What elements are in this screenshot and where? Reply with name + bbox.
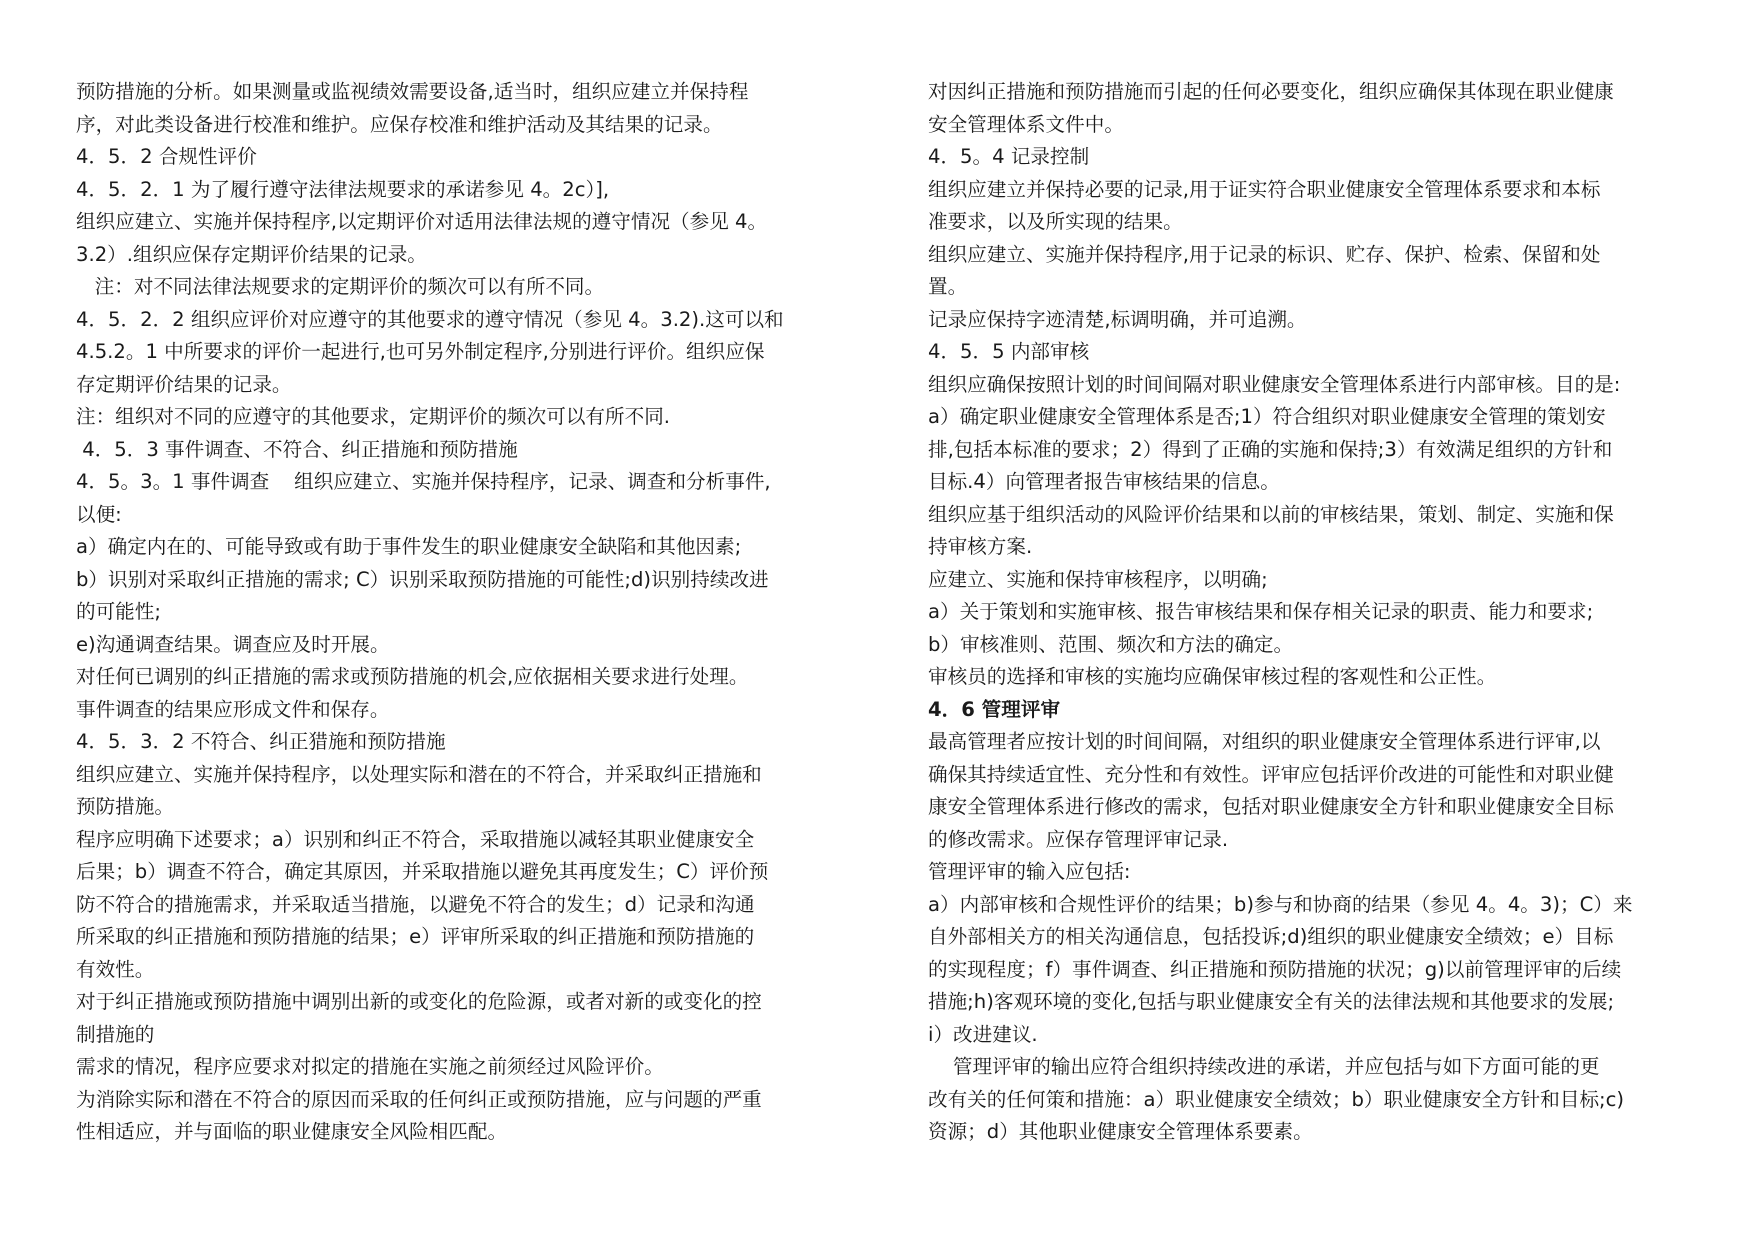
text-line: 4．5。3。1 事件调查 组织应建立、实施并保持程序，记录、调查和分析事件,	[76, 470, 771, 493]
text-line: 防不符合的措施需求，并采取适当措施，以避免不符合的发生；d）记录和沟通	[76, 892, 755, 916]
text-line: 应建立、实施和保持审核程序，以明确;	[928, 567, 1268, 591]
section-heading: 4．5。4 记录控制	[928, 145, 1090, 168]
list-item: a）关于策划和实施审核、报告审核结果和保存相关记录的职责、能力和要求;	[928, 600, 1594, 623]
text-line: 的可能性;	[76, 600, 161, 623]
list-item: b）审核准则、范围、频次和方法的确定。	[928, 632, 1294, 656]
section-heading: 4．6 管理评审	[928, 697, 1061, 721]
text-line: 4．5．2．2 组织应评价对应遵守的其他要求的遵守情况（参见 4。3.2).这可以和	[76, 307, 784, 331]
text-line: 组织应建立、实施并保持程序,以定期评价对适用法律法规的遵守情况（参见 4。	[76, 210, 768, 233]
list-item: a）内部审核和合规性评价的结果；b)参与和协商的结果（参见 4。4。3)；C）来	[928, 892, 1633, 916]
text-line: 制措施的	[76, 1022, 155, 1046]
section-heading: 4．5．3 事件调查、不符合、纠正措施和预防措施	[76, 437, 518, 461]
text-line: 改有关的任何策和措施：a）职业健康安全绩效；b）职业健康安全方针和目标;c)	[928, 1087, 1625, 1111]
note-line: 注：对不同法律法规要求的定期评价的频次可以有所不同。	[76, 275, 605, 298]
text-line: 置。	[928, 275, 968, 298]
text-line: 对任何已调别的纠正措施的需求或预防措施的机会,应依据相关要求进行处理。	[76, 665, 749, 688]
text-line: 预防措施的分析。如果测量或监视绩效需要设备,适当时，组织应建立并保持程	[76, 80, 749, 103]
list-item: a）确定内在的、可能导致或有助于事件发生的职业健康安全缺陷和其他因素;	[76, 535, 742, 558]
text-line: 预防措施。	[76, 795, 174, 818]
section-heading: 4．5．5 内部审核	[928, 340, 1090, 363]
text-line: 性相适应，并与面临的职业健康安全风险相匹配。	[76, 1120, 508, 1143]
list-item: b）识别对采取纠正措施的需求; C）识别采取预防措施的可能性;d)识别持续改进	[76, 567, 769, 591]
text-line: 安全管理体系文件中。	[928, 112, 1124, 136]
text-line: 排,包括本标准的要求；2）得到了正确的实施和保持;3）有效满足组织的方针和	[928, 437, 1613, 461]
text-line: 目标.4）向管理者报告审核结果的信息。	[928, 470, 1280, 493]
text-line: 的修改需求。应保存管理评审记录.	[928, 827, 1229, 851]
text-line: 组织应建立并保持必要的记录,用于证实符合职业健康安全管理体系要求和本标	[928, 177, 1601, 201]
text-line: 事件调查的结果应形成文件和保存。	[76, 697, 390, 721]
text-line: 为消除实际和潜在不符合的原因而采取的任何纠正或预防措施，应与问题的严重	[76, 1087, 762, 1111]
text-line: 最高管理者应按计划的时间间隔，对组织的职业健康安全管理体系进行评审,以	[928, 730, 1601, 753]
list-item: e)沟通调查结果。调查应及时开展。	[76, 632, 390, 656]
left-column	[76, 76, 841, 1149]
text-line: 管理评审的输出应符合组织持续改进的承诺，并应包括与如下方面可能的更	[928, 1055, 1600, 1078]
text-line: 4.5.2。1 中所要求的评价一起进行,也可另外制定程序,分别进行评价。组织应保	[76, 340, 765, 363]
text-line: 序，对此类设备进行校准和维护。应保存校准和维护活动及其结果的记录。	[76, 112, 723, 136]
text-line: 确保其持续适宜性、充分性和有效性。评审应包括评价改进的可能性和对职业健	[928, 762, 1614, 786]
text-line: 存定期评价结果的记录。	[76, 372, 292, 396]
list-item: a）确定职业健康安全管理体系是否;1）符合组织对职业健康安全管理的策划安	[928, 405, 1606, 428]
text-line: 记录应保持字迹清楚,标调明确，并可追溯。	[928, 307, 1307, 331]
text-line: 4．5．2．1 为了履行遵守法律法规要求的承诺参见 4。2c）],	[76, 177, 610, 201]
text-line: 的实现程度；f）事件调查、纠正措施和预防措施的状况；g)以前管理评审的后续	[928, 957, 1622, 981]
text-line: 后果；b）调查不符合，确定其原因，并采取措施以避免其再度发生；C）评价预	[76, 860, 769, 883]
text-line: 自外部相关方的相关沟通信息，包括投诉;d)组织的职业健康安全绩效；e）目标	[928, 925, 1614, 948]
list-item: i）改进建议.	[928, 1022, 1038, 1046]
text-line: 组织应建立、实施并保持程序，以处理实际和潜在的不符合，并采取纠正措施和	[76, 762, 762, 786]
text-line: 以便:	[76, 502, 122, 526]
text-line: 资源；d）其他职业健康安全管理体系要素。	[928, 1120, 1313, 1143]
text-line: 管理评审的输入应包括:	[928, 860, 1131, 883]
text-line: 所采取的纠正措施和预防措施的结果；e）评审所采取的纠正措施和预防措施的	[76, 925, 755, 948]
text-line: 有效性。	[76, 957, 155, 981]
text-line: 对因纠正措施和预防措施而引起的任何必要变化，组织应确保其体现在职业健康	[928, 80, 1614, 103]
text-line: 持审核方案.	[928, 535, 1033, 558]
text-line: 对于纠正措施或预防措施中调别出新的或变化的危险源，或者对新的或变化的控	[76, 990, 762, 1013]
text-line: 审核员的选择和审核的实施均应确保审核过程的客观性和公正性。	[928, 665, 1497, 688]
text-line: 措施;h)客观环境的变化,包括与职业健康安全有关的法律法规和其他要求的发展;	[928, 990, 1615, 1013]
text-line: 程序应明确下述要求；a）识别和纠正不符合，采取措施以减轻其职业健康安全	[76, 827, 755, 851]
text-line: 准要求，以及所实现的结果。	[928, 210, 1183, 233]
text-line: 康安全管理体系进行修改的需求，包括对职业健康安全方针和职业健康安全目标	[928, 795, 1614, 818]
section-heading: 4．5．2 合规性评价	[76, 145, 257, 168]
text-line: 组织应确保按照计划的时间间隔对职业健康安全管理体系进行内部审核。目的是:	[928, 372, 1621, 396]
note-line: 注：组织对不同的应遵守的其他要求，定期评价的频次可以有所不同.	[76, 405, 671, 428]
text-line: 组织应建立、实施并保持程序,用于记录的标识、贮存、保护、检索、保留和处	[928, 242, 1601, 266]
right-column	[928, 76, 1698, 1149]
section-heading: 4．5．3．2 不符合、纠正猎施和预防措施	[76, 730, 446, 753]
text-line: 需求的情况，程序应要求对拟定的措施在实施之前须经过风险评价。	[76, 1055, 664, 1078]
text-line: 组织应基于组织活动的风险评价结果和以前的审核结果，策划、制定、实施和保	[928, 502, 1614, 526]
text-line: 3.2）.组织应保存定期评价结果的记录。	[76, 242, 427, 266]
